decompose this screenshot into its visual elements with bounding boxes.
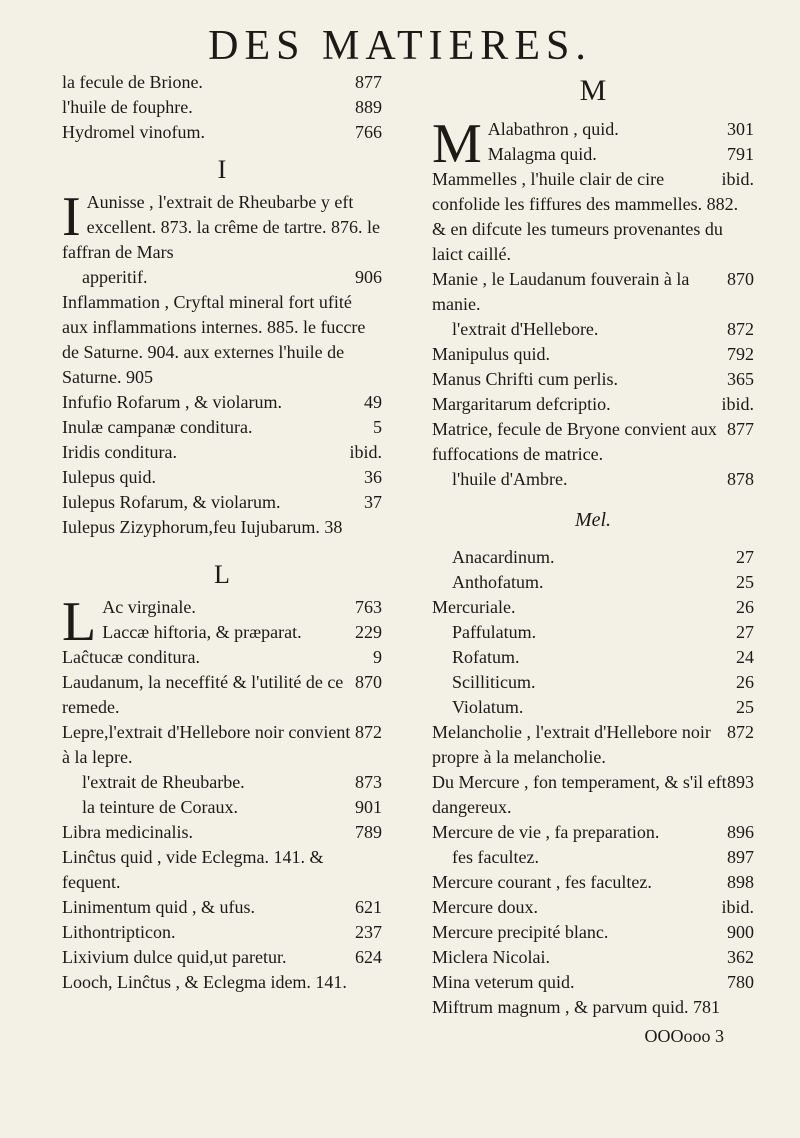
index-entry (62, 415, 382, 440)
section-i-first-entry (62, 186, 382, 290)
entry-text: l'extrait de Rheubarbe. (82, 772, 245, 792)
entry (432, 142, 754, 167)
entry-page-number: 780 (727, 972, 754, 992)
section-heading-l: L (214, 560, 230, 589)
entry-text: Mercure de vie , fa preparation. (432, 822, 660, 842)
index-entry (62, 290, 382, 390)
index-entry (432, 895, 754, 920)
index-entry (432, 770, 754, 820)
entry-text: Inulæ campanæ conditura. (62, 417, 253, 437)
index-entry (432, 595, 754, 620)
index-entry (432, 467, 754, 492)
entry-page-number: 872 (727, 319, 754, 339)
index-entry (432, 417, 754, 467)
section-heading-m: M (579, 74, 607, 107)
index-entry (432, 870, 754, 895)
entry-page-number: 37 (364, 492, 382, 512)
entry-page-number: 792 (727, 344, 754, 364)
entry-continuation (62, 265, 382, 290)
entry-page-number: 889 (355, 97, 382, 117)
entry-page-number: 621 (355, 897, 382, 917)
index-entry (432, 342, 754, 367)
index-entry (432, 620, 754, 645)
entry-page-number: ibid. (721, 897, 754, 917)
index-entry (62, 920, 382, 945)
entry-text: Alabathron , quid. (487, 119, 619, 139)
entry-text: Linimentum quid , & ufus. (62, 897, 255, 917)
entry-text: Hydromel vinofum. (62, 122, 205, 142)
entry-text: Violatum. (452, 697, 524, 717)
dropcap-i: I (62, 186, 81, 248)
index-entry (62, 670, 382, 720)
entry-page-number: 901 (355, 797, 382, 817)
entry-text: Margaritarum defcriptio. (432, 394, 611, 414)
entry-text: Du Mercure , fon temperament, & s'il eft dangereux. (432, 772, 727, 817)
entry-text: Miftrum magnum , & parvum quid. 781 (432, 997, 720, 1017)
index-entry (432, 995, 754, 1020)
index-entry (432, 267, 754, 317)
entry-text: Lithontripticon. (62, 922, 176, 942)
entry-page-number: 872 (355, 722, 382, 742)
index-entry (432, 392, 754, 417)
index-entry (62, 515, 382, 540)
index-entry (62, 490, 382, 515)
entry-page-number: 872 (727, 722, 754, 742)
entry-page-number: 24 (736, 647, 754, 667)
index-entry (62, 465, 382, 490)
index-entry (432, 545, 754, 570)
entry-text: Iulepus Zizyphorum,feu Iujubarum. 38 (62, 517, 343, 537)
entry-page-number: 893 (727, 772, 754, 792)
entry-text: Laudanum, la neceffité & l'utilité de ce remede. (62, 672, 344, 717)
entry-text: Infufio Rofarum , & violarum. (62, 392, 282, 412)
entry (62, 620, 382, 645)
entry-text: Scilliticum. (452, 672, 536, 692)
entry-text: Paffulatum. (452, 622, 537, 642)
entry-text: Iulepus quid. (62, 467, 156, 487)
entry-text: Matrice, fecule de Bryone convient aux fuffocations de matrice. (432, 419, 717, 464)
entry-text: Lepre,l'extrait d'Hellebore noir convient à la lepre. (62, 722, 351, 767)
entry-page-number: 877 (727, 419, 754, 439)
entry-text: l'huile de fouphre. (62, 97, 193, 117)
index-entry (62, 440, 382, 465)
entry-text: Manie , le Laudanum fouverain à la manie. (432, 269, 690, 314)
entry-page-number: 27 (736, 547, 754, 567)
entry-text: Mammelles , l'huile clair de cire confolide les fiffures des mammelles. 882. & en difcute les tumeurs provenantes du laict caillé. (432, 169, 739, 264)
entry-page-number: 26 (736, 597, 754, 617)
entry-text: Manus Chrifti cum perlis. (432, 369, 618, 389)
entry-text: Miclera Nicolai. (432, 947, 550, 967)
entry-text: Mina veterum quid. (432, 972, 575, 992)
entry-text: Mercure doux. (432, 897, 538, 917)
entry-text: Ac virginale. (102, 597, 196, 617)
entry-page-number: 791 (727, 144, 754, 164)
entry-text: la teinture de Coraux. (82, 797, 238, 817)
index-entry (432, 945, 754, 970)
entry-text: l'extrait d'Hellebore. (452, 319, 599, 339)
index-entry (62, 770, 382, 795)
section-i-entries (62, 290, 382, 540)
index-entry (432, 645, 754, 670)
entry-page-number: ibid. (721, 394, 754, 414)
index-entry (62, 795, 382, 820)
entry-page-number: 870 (355, 672, 382, 692)
index-entry (432, 920, 754, 945)
entry-text: l'huile d'Ambre. (452, 469, 568, 489)
index-entry (62, 820, 382, 845)
entry-page-number: 5 (373, 417, 382, 437)
index-entry (432, 167, 754, 267)
entry-text: Rofatum. (452, 647, 520, 667)
entry-page-number: 26 (736, 672, 754, 692)
entry-text: Anacardinum. (452, 547, 555, 567)
m-continued-entries (432, 720, 754, 1020)
entry-page-number: 896 (727, 822, 754, 842)
index-entry (432, 570, 754, 595)
left-column (62, 70, 382, 995)
entry-page-number: 365 (727, 369, 754, 389)
index-entry (432, 970, 754, 995)
entry-text: Libra medicinalis. (62, 822, 193, 842)
entry-page-number: 25 (736, 572, 754, 592)
index-entry (62, 120, 382, 145)
entry-text: Iulepus Rofarum, & violarum. (62, 492, 281, 512)
section-heading-i: I (217, 155, 227, 184)
entry-page-number: 229 (355, 622, 382, 642)
catchword-signature: OOOooo 3 (644, 1026, 724, 1046)
entry-text: Iridis conditura. (62, 442, 177, 462)
index-entry (432, 367, 754, 392)
index-entry (62, 845, 382, 895)
entry-text: Malagma quid. (487, 144, 597, 164)
entry-page-number: 878 (727, 469, 754, 489)
entry-page-number: 237 (355, 922, 382, 942)
index-entry (62, 970, 382, 995)
dropcap-l: L (62, 591, 97, 653)
index-entry (62, 895, 382, 920)
index-entry (62, 645, 382, 670)
section-m-first-entries (432, 113, 754, 175)
left-top-entries (62, 70, 382, 145)
entry-page-number: 789 (355, 822, 382, 842)
entry-page-number: 49 (364, 392, 382, 412)
entry-page-number: 27 (736, 622, 754, 642)
index-entry (62, 945, 382, 970)
entry-page-number: 897 (727, 847, 754, 867)
entry-page-number: 900 (727, 922, 754, 942)
entry-text: Looch, Linĉtus , & Eclegma idem. 141. (62, 972, 347, 992)
entry-page-number: 36 (364, 467, 382, 487)
section-l-first-entries (62, 591, 382, 653)
entry-text: Manipulus quid. (432, 344, 551, 364)
entry-page-number: 906 (355, 267, 382, 287)
index-entry (432, 720, 754, 770)
entry-page-number: 873 (355, 772, 382, 792)
entry-page-number: 766 (355, 122, 382, 142)
entry-page-number: 763 (355, 597, 382, 617)
entry-text: la fecule de Brione. (62, 72, 203, 92)
entry-text: Inflammation , Cryftal mineral fort ufité aux inflammations internes. 885. le fuccre de Saturne. 904. aux externes l'huile de Saturne. 905 (62, 292, 366, 387)
index-entry (432, 820, 754, 845)
entry-text: Mercure courant , fes facultez. (432, 872, 652, 892)
entry (432, 117, 754, 142)
entry-text: Laccæ hiftoria, & præparat. (102, 622, 302, 642)
index-entry (432, 670, 754, 695)
entry-page-number: 870 (727, 269, 754, 289)
entry-page-number: 301 (727, 119, 754, 139)
running-head: DES MATIERES. (208, 23, 592, 69)
section-l-entries (62, 645, 382, 995)
entry (62, 595, 382, 620)
entry-text: apperitif. (82, 267, 148, 287)
entry-text: Aunisse , l'extrait de Rheubarbe y eft excellent. 873. la crême de tartre. 876. le faffran de Mars (62, 192, 381, 262)
entry-page-number: 362 (727, 947, 754, 967)
entry-text: Anthofatum. (452, 572, 544, 592)
entry-page-number: 898 (727, 872, 754, 892)
entry-page-number: ibid. (349, 442, 382, 462)
entry-page-number: 25 (736, 697, 754, 717)
entry-text: Lixivium dulce quid,ut paretur. (62, 947, 287, 967)
mel-entries (432, 545, 754, 720)
entry-text: Mercure precipité blanc. (432, 922, 609, 942)
entry-text: Laĉtucæ conditura. (62, 647, 200, 667)
entry-page-number: ibid. (721, 169, 754, 189)
dropcap-m: M (432, 113, 482, 175)
section-m-entries (432, 167, 754, 492)
index-entry (432, 317, 754, 342)
entry-text: Linĉtus quid , vide Eclegma. 141. & fequent. (62, 847, 324, 892)
section-heading-mel: Mel. (574, 509, 612, 531)
entry-page-number: 877 (355, 72, 382, 92)
index-entry (62, 390, 382, 415)
right-column (432, 70, 754, 1049)
entry-text: fes facultez. (452, 847, 539, 867)
index-entry (62, 70, 382, 95)
entry-text: Melancholie , l'extrait d'Hellebore noir propre à la melancholie. (432, 722, 711, 767)
entry-page-number: 624 (355, 947, 382, 967)
index-entry (62, 95, 382, 120)
entry-text: Mercuriale. (432, 597, 516, 617)
entry-page-number: 9 (373, 647, 382, 667)
index-entry (62, 720, 382, 770)
index-entry (432, 695, 754, 720)
index-entry (432, 845, 754, 870)
